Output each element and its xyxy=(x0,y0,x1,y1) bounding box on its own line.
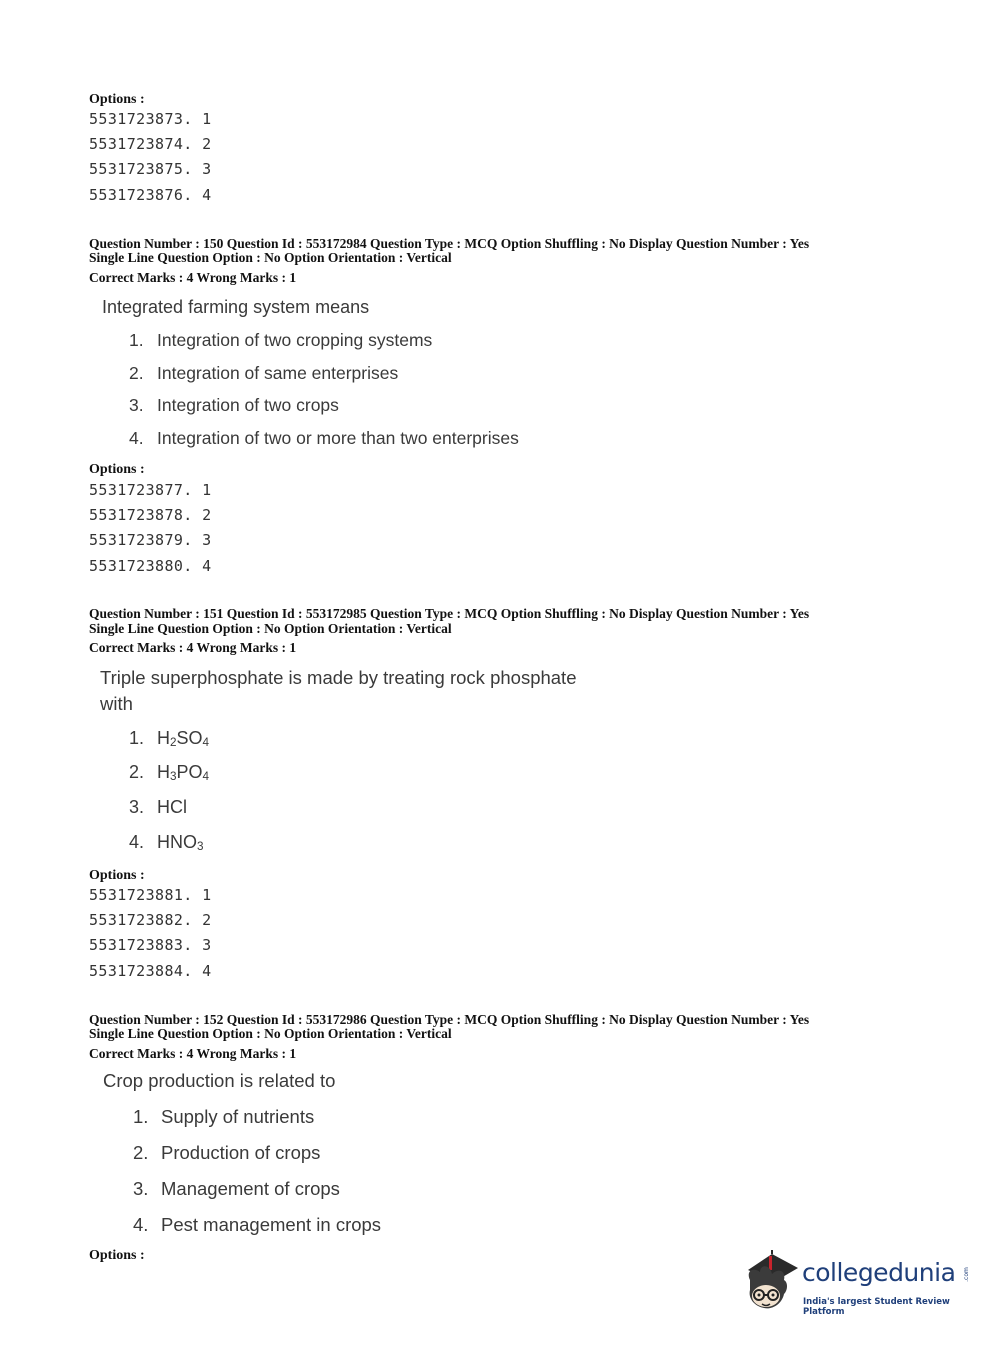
logo-tagline: India's largest Student Review Platform xyxy=(803,1297,950,1317)
question-choice: 1. Supply of nutrients xyxy=(133,1106,315,1127)
question-choice: 3. HCl xyxy=(129,797,187,817)
options-label: Options : xyxy=(89,868,145,883)
question-meta-line2: Single Line Question Option : No Option Orientation : Vertical xyxy=(89,1026,452,1041)
option-id: 5531723879. 3 xyxy=(89,531,212,549)
option-id: 5531723882. 2 xyxy=(89,911,212,929)
question-marks: Correct Marks : 4 Wrong Marks : 1 xyxy=(89,640,297,655)
question-text: Integrated farming system means xyxy=(102,297,370,317)
option-id: 5531723873. 1 xyxy=(89,110,212,128)
question-meta: Question Number : 150 Question Id : 553172984 Question Type : MCQ Option Shuffling : No Display Question Number : Yes xyxy=(89,236,810,251)
question-choice: 2. Integration of same enterprises xyxy=(129,363,399,383)
question-choice: 1. $H_2SO_4$ xyxy=(129,728,210,749)
question-meta-line2: Single Line Question Option : No Option Orientation : Vertical xyxy=(89,250,452,265)
question-meta: Question Number : 151 Question Id : 553172985 Question Type : MCQ Option Shuffling : No Display Question Number : Yes xyxy=(89,606,810,621)
question-text: Crop production is related to xyxy=(103,1070,336,1091)
option-id: 5531723881. 1 xyxy=(89,886,212,904)
question-choice: 4. $HNO_3$ xyxy=(129,832,204,853)
question-marks: Correct Marks : 4 Wrong Marks : 1 xyxy=(89,1046,297,1061)
question-choice: 2. Production of crops xyxy=(133,1142,321,1163)
options-label: Options : xyxy=(89,462,145,477)
option-id: 5531723875. 3 xyxy=(89,160,212,178)
question-choice: 3. Management of crops xyxy=(133,1178,340,1199)
question-text: Triple superphosphate is made by treating rock phosphate xyxy=(100,667,577,688)
option-id: 5531723884. 4 xyxy=(89,962,212,980)
option-id: 5531723874. 2 xyxy=(89,135,212,153)
question-choice: 1. Integration of two cropping systems xyxy=(129,330,433,350)
logo-wordmark: collegedunia xyxy=(802,1258,956,1287)
question-choice: 4. Pest management in crops xyxy=(133,1214,382,1235)
option-id: 5531723878. 2 xyxy=(89,506,212,524)
logo-domain-suffix: .com xyxy=(962,1267,970,1282)
question-meta: Question Number : 152 Question Id : 553172986 Question Type : MCQ Option Shuffling : No Display Question Number : Yes xyxy=(89,1012,810,1027)
option-id: 5531723876. 4 xyxy=(89,186,212,204)
question-choice: 3. Integration of two crops xyxy=(129,395,339,415)
option-id: 5531723880. 4 xyxy=(89,557,212,575)
options-label: Options : xyxy=(89,92,145,107)
option-id: 5531723883. 3 xyxy=(89,936,212,954)
option-id: 5531723877. 1 xyxy=(89,481,212,499)
question-meta-line2: Single Line Question Option : No Option Orientation : Vertical xyxy=(89,621,452,636)
mascot-icon xyxy=(742,1250,802,1320)
question-marks: Correct Marks : 4 Wrong Marks : 1 xyxy=(89,270,297,285)
options-label: Options : xyxy=(89,1248,145,1263)
question-choice: 4. Integration of two or more than two enterprises xyxy=(129,428,519,448)
question-choice: 2. $H_3PO_4$ xyxy=(129,762,210,783)
collegedunia-logo xyxy=(742,1250,972,1320)
question-text-continued: with xyxy=(100,693,133,714)
